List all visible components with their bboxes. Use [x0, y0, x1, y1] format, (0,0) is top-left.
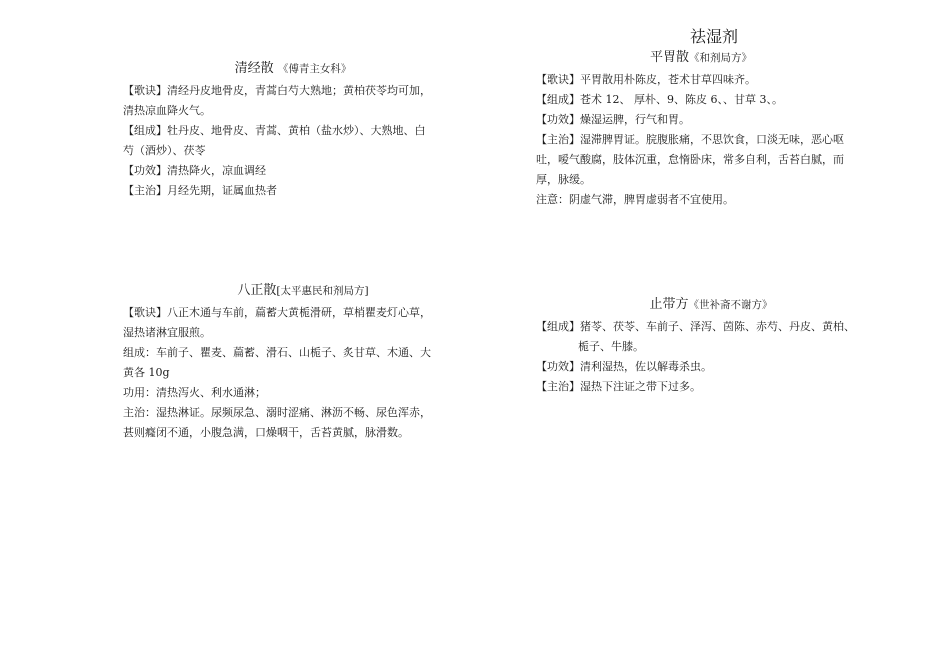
formula-title — [123, 282, 463, 300]
formula-source: [太平惠民和剂局方] — [276, 285, 369, 297]
formula-source: 《世补斋不谢方》 — [688, 299, 773, 311]
formula-name: 平胃散 — [649, 50, 689, 65]
text-line: 湿热诸淋宜服煎。 — [123, 326, 211, 339]
text-line: 【主治】月经先期，证属血热者 — [123, 184, 277, 197]
formula-source: 《和剂局方》 — [689, 52, 752, 64]
text-line: 组成：车前子、瞿麦、萹蓄、滑石、山栀子、炙甘草、木通、大 — [123, 346, 431, 359]
text-line: 【组成】猪苓、茯苓、车前子、泽泻、茵陈、赤芍、丹皮、黄柏、 — [536, 320, 855, 333]
formula-qingjing — [123, 60, 463, 201]
formula-title — [123, 60, 463, 78]
text-line: 功用：清热泻火、利水通淋； — [123, 386, 266, 399]
text-line: 黄各 10g — [123, 366, 170, 379]
text-line: 甚则癃闭不通，小腹急满，口燥咽干，舌苔黄腻，脉滑数。 — [123, 426, 409, 439]
text-line: 栀子、牛膝。 — [578, 340, 644, 353]
formula-name: 清经散 — [234, 61, 274, 76]
formula-name: 八正散 — [237, 283, 277, 298]
text-line: 吐，嗳气酸腐，肢体沉重，怠惰卧床，常多自利，舌苔白腻，而 — [536, 153, 844, 166]
text-line: 主治：湿热淋证。尿频尿急、溺时涩痛、淋沥不畅、尿色浑赤， — [123, 406, 431, 419]
text-line: 注意：阴虚气滞，脾胃虚弱者不宜使用。 — [536, 193, 734, 206]
text-line: 厚，脉缓。 — [536, 173, 591, 186]
text-line: 【组成】苍术 12、 厚朴、9、陈皮 6、、甘草 3、。 — [536, 93, 783, 106]
text-line: 【功效】清热降火，凉血调经 — [123, 164, 266, 177]
text-line: 芍（酒炒）、茯苓 — [123, 144, 206, 157]
text-line: 【歌诀】八正木通与车前，萹蓄大黄栀滑研，草梢瞿麦灯心草， — [123, 306, 431, 319]
formula-title — [536, 49, 876, 67]
formula-zhidai — [536, 296, 876, 397]
formula-bazheng — [123, 282, 463, 443]
text-line: 【功效】清利湿热，佐以解毒杀虫。 — [536, 360, 712, 373]
text-line: 【主治】湿滞脾胃证。脘腹胀痛，不思饮食，口淡无味，恶心呕 — [536, 133, 844, 146]
category-heading: 祛湿剂 — [690, 27, 739, 46]
formula-pingwei — [536, 49, 876, 210]
text-line: 【组成】牡丹皮、地骨皮、青蒿、黄柏（盐水炒）、大熟地、白 — [123, 124, 426, 137]
formula-title — [536, 296, 876, 314]
text-line: 【歌诀】平胃散用朴陈皮，苍术甘草四味齐。 — [536, 73, 756, 86]
text-line: 【功效】燥湿运脾，行气和胃。 — [536, 113, 690, 126]
text-line: 清热凉血降火气。 — [123, 104, 211, 117]
text-line: 【歌诀】清经丹皮地骨皮，青蒿白芍大熟地；黄柏茯苓均可加， — [123, 84, 431, 97]
text-line: 【主治】湿热下注证之带下过多。 — [536, 380, 701, 393]
formula-source: 《傅青主女科》 — [277, 63, 352, 75]
formula-name: 止带方 — [649, 297, 689, 312]
